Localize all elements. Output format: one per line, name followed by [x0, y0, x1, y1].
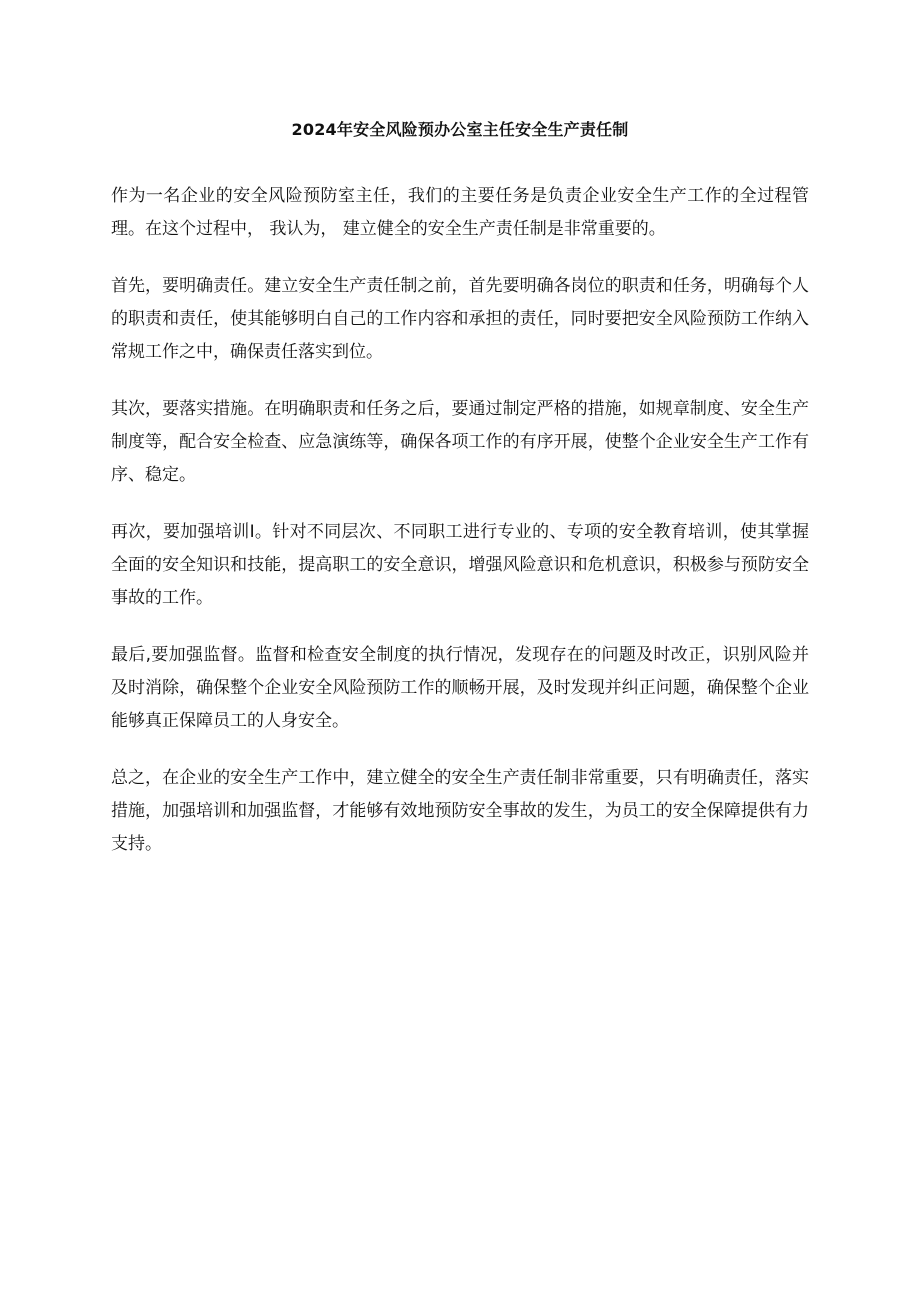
- paragraph-strengthen-training: 再次，要加强培训Ⅰ。针对不同层次、不同职工进行专业的、专项的安全教育培训，使其掌握全面的安全知识和技能，提高职工的安全意识，增强风险意识和危机意识，积极参与预防安全事故的工作。: [111, 522, 809, 608]
- paragraph-clarify-responsibility: 首先，要明确责任。建立安全生产责任制之前，首先要明确各岗位的职责和任务，明确每个人的职责和责任，使其能够明白自己的工作内容和承担的责任，同时要把安全风险预防工作纳入常规工作之中，确保责任落实到位。: [111, 276, 809, 362]
- paragraph-strengthen-supervision: 最后,要加强监督。监督和检查安全制度的执行情况，发现存在的问题及时改正，识别风险并及时消除，确保整个企业安全风险预防工作的顺畅开展，及时发现并纠正问题，确保整个企业能够真正保障员工的人身安全。: [111, 645, 809, 731]
- paragraph-intro: 作为一名企业的安全风险预防室主任，我们的主要任务是负责企业安全生产工作的全过程管理。在这个过程中， 我认为， 建立健全的安全生产责任制是非常重要的。: [111, 186, 809, 239]
- paragraph-implement-measures: 其次，要落实措施。在明确职责和任务之后，要通过制定严格的措施，如规章制度、安全生产制度等，配合安全检查、应急演练等，确保各项工作的有序开展，使整个企业安全生产工作有序、稳定。: [111, 399, 809, 485]
- document-body: [111, 180, 809, 885]
- document-title: 2024年安全风险预办公室主任安全生产责任制: [291, 120, 629, 139]
- paragraph-conclusion: 总之，在企业的安全生产工作中，建立健全的安全生产责任制非常重要，只有明确责任，落实措施，加强培训和加强监督，才能够有效地预防安全事故的发生，为员工的安全保障提供有力支持。: [111, 768, 809, 854]
